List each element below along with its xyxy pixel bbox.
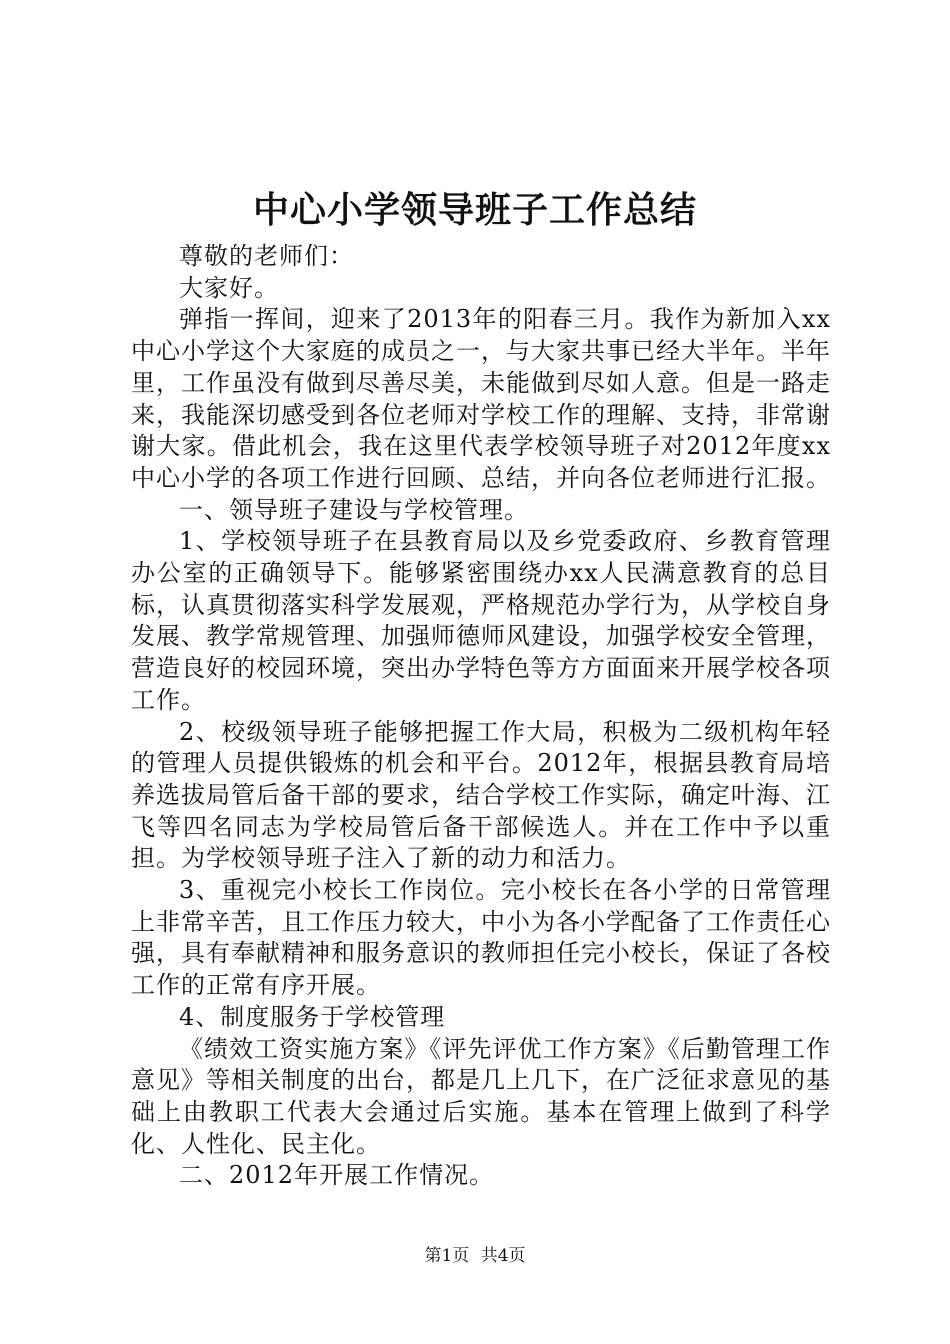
- intro-paragraph: 弹指一挥间，迎来了2013年的阳春三月。我作为新加入xx中心小学这个大家庭的成员之一，与大家共事已经大半年。半年里，工作虽没有做到尽善尽美，未能做到尽如人意。但是一路走来，我能深切感受到各位老师对学校工作的理解、支持，非常谢谢大家。借此机会，我在这里代表学校领导班子对2012年度xx中心小学的各项工作进行回顾、总结，并向各位老师进行汇报。: [131, 305, 831, 492]
- page-number: 第1页: [424, 1246, 470, 1266]
- document-body: [131, 241, 831, 1192]
- page-total: 共4页: [480, 1246, 526, 1266]
- body-paragraph: 1、学校领导班子在县教育局以及乡党委政府、乡教育管理办公室的正确领导下。能够紧密围绕办xx人民满意教育的总目标，认真贯彻落实科学发展观，严格规范办学行为，从学校自身发展、教学常规管理、加强师德师风建设，加强学校安全管理，营造良好的校园环境，突出办学特色等方方面面来开展学校各项工作。: [131, 527, 831, 714]
- subsection-heading-4: 4、制度服务于学校管理: [179, 1002, 446, 1031]
- greeting: 大家好。: [179, 273, 279, 302]
- body-paragraph: 2、校级领导班子能够把握工作大局，积极为二级机构年轻的管理人员提供锻炼的机会和平台。2012年，根据县教育局培养选拔局管后备干部的要求，结合学校工作实际，确定叶海、江飞等四名同志为学校局管后备干部候选人。并在工作中予以重担。为学校领导班子注入了新的动力和活力。: [131, 717, 831, 873]
- page-footer: [0, 1244, 950, 1268]
- document-title: 中心小学领导班子工作总结: [252, 189, 697, 231]
- section-heading-1: 一、领导班子建设与学校管理。: [179, 495, 529, 524]
- salutation: 尊敬的老师们：: [179, 242, 354, 270]
- section-heading-2: 二、2012年开展工作情况。: [179, 1161, 495, 1190]
- body-paragraph: 3、重视完小校长工作岗位。完小校长在各小学的日常管理上非常辛苦，且工作压力较大，中小为各小学配备了工作责任心强，具有奉献精神和服务意识的教师担任完小校长，保证了各校工作的正常有序开展。: [131, 876, 831, 1000]
- body-paragraph: 《绩效工资实施方案》《评先评优工作方案》《后勤管理工作意见》等相关制度的出台，都是几上几下，在广泛征求意见的基础上由教职工代表大会通过后实施。基本在管理上做到了科学化、人性化、民主化。: [131, 1034, 831, 1158]
